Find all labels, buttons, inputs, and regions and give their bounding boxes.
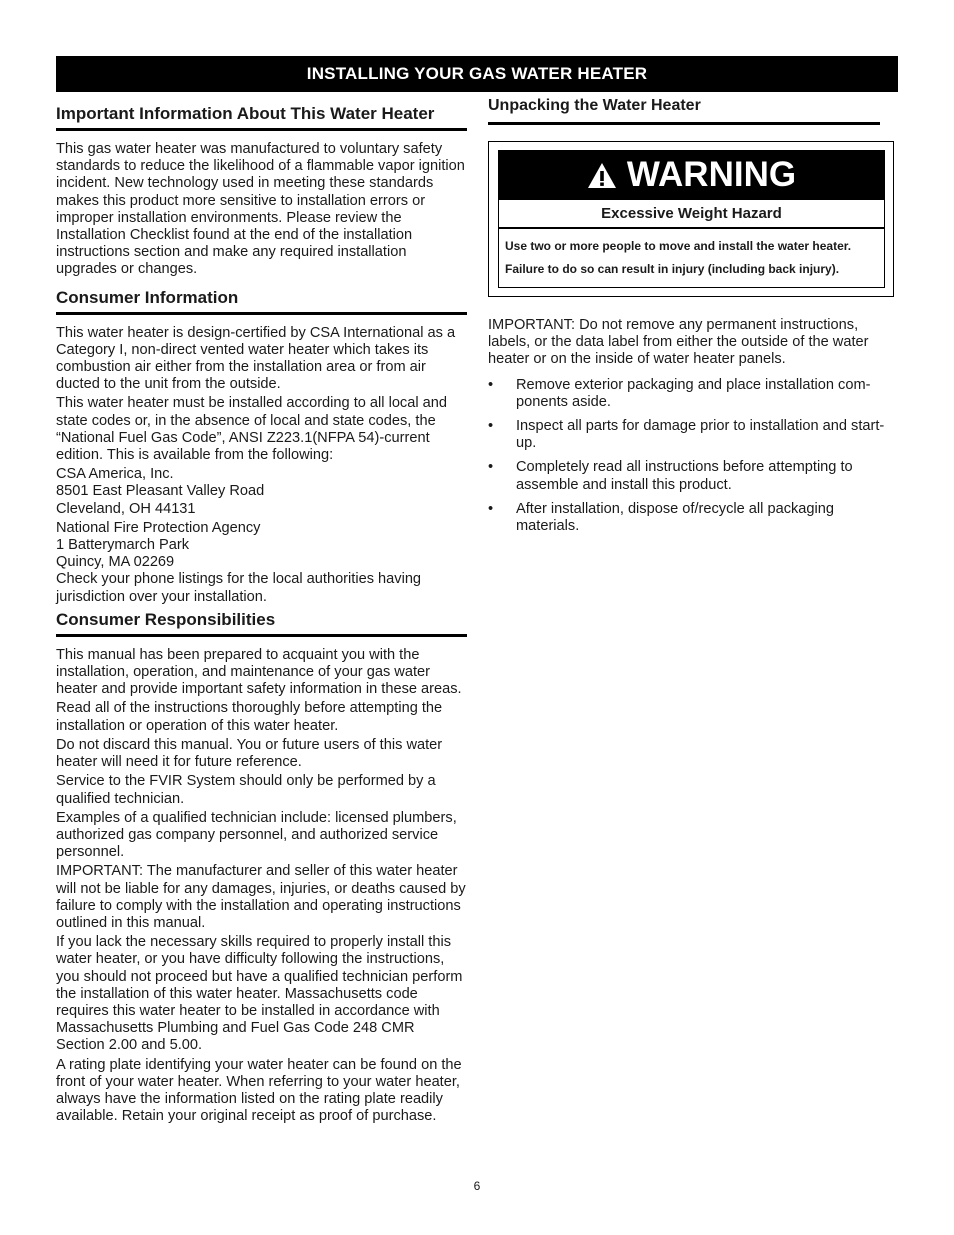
warning-body: [498, 228, 885, 288]
address-line: Quincy, MA 02269: [56, 554, 175, 571]
responsibilities-paragraph-3: Do not discard this manual. You or future users of this water heater will need it for future reference.: [56, 736, 443, 771]
responsibilities-paragraph-5: Examples of a qualified technician include: licensed plumbers, authorized gas company personnel, and authorized service personnel.: [56, 809, 457, 861]
consumer-info-paragraph-2: This water heater must be installed according to all local and state codes or, in the absence of local and state codes, the “National Fuel Gas Code”, ANSI Z223.1(NFPA 54)-current edition. This is available from the following:: [56, 395, 447, 464]
unpacking-list: [488, 377, 900, 536]
bullet: •: [488, 418, 494, 435]
responsibilities-paragraph-7: If you lack the necessary skills required to properly install this water heater, or you have difficulty following the instructions, you should not proceed but have a qualified technician perform the installation of this water heater. Massachusetts code requires this water heater to be installed in accordance with Massachusetts Plumbing and Fuel Gas Code 248 CMR Section 2.00 and 5.00.: [56, 934, 463, 1054]
address-nfpa: [56, 520, 467, 572]
heading-consumer-information: Consumer Information: [56, 288, 467, 315]
bullet: •: [488, 376, 494, 393]
section-banner: INSTALLING YOUR GAS WATER HEATER: [56, 56, 898, 92]
address-line: CSA America, Inc.: [56, 466, 174, 483]
warning-line-2: Failure to do so can result in injury (including back injury).: [505, 262, 840, 276]
page-number: 6: [473, 1179, 481, 1193]
address-line: 1 Batterymarch Park: [56, 537, 190, 554]
responsibilities-paragraph-2: Read all of the instructions thoroughly before attempting the installation or operation of this water heater.: [56, 700, 443, 734]
important-notice: IMPORTANT: Do not remove any permanent instructions, labels, or the data label from either the outside of the water heater or on the inside of water heater panels.: [488, 317, 869, 368]
list-item: • Remove exterior packaging and place installation com-ponents aside.: [488, 376, 871, 410]
heading-unpacking: Unpacking the Water Heater: [488, 96, 880, 125]
consumer-info-paragraph-3: Check your phone listings for the local authorities having jurisdiction over your installation.: [56, 571, 422, 605]
responsibilities-paragraph-1: This manual has been prepared to acquaint you with the installation, operation, and maintenance of your gas water heater and provide important safety information in these areas.: [56, 646, 462, 698]
list-item: • After installation, dispose of/recycle all packaging materials.: [488, 500, 834, 535]
warning-subtitle: Excessive Weight Hazard: [498, 200, 885, 228]
bullet: •: [488, 500, 494, 517]
warning-header: [498, 150, 885, 200]
heading-important-information: Important Information About This Water Heater: [56, 104, 467, 131]
address-csa: [56, 466, 467, 518]
address-line: Cleveland, OH 44131: [56, 500, 196, 517]
address-line: 8501 East Pleasant Valley Road: [56, 483, 265, 500]
warning-title: WARNING: [626, 155, 797, 194]
responsibilities-paragraph-6: IMPORTANT: The manufacturer and seller of this water heater will not be liable for any damages, injuries, or deaths caused by failure to comply with the installation and operating instructions outlined in this manual.: [56, 863, 466, 931]
warning-triangle-icon: [587, 162, 617, 189]
responsibilities-paragraph-8: A rating plate identifying your water heater can be found on the front of your water heater. When referring to your water heater, always have the information listed on the rating plate readily available. Retain your original receipt as proof of purchase.: [56, 1056, 462, 1125]
bullet: •: [488, 459, 494, 476]
list-item: • Completely read all instructions before attempting to assemble and install this product.: [488, 459, 853, 493]
address-line: National Fire Protection Agency: [56, 519, 261, 536]
important-information-text: This gas water heater was manufactured to voluntary safety standards to reduce the likelihood of a flammable vapor ignition incident. New technology used in meeting these standards makes this product more sensitive to installation errors or improper installation environments. Please review the Installation Checklist found at the end of the installation instructions section and make any required installation upgrades or changes.: [56, 141, 465, 278]
responsibilities-paragraph-4: Service to the FVIR System should only be performed by a qualified technician.: [56, 773, 436, 807]
warning-box: [488, 141, 894, 297]
left-column: [56, 96, 467, 1125]
warning-line-1: Use two or more people to move and install the water heater.: [505, 239, 852, 253]
right-column: [488, 96, 900, 542]
heading-consumer-responsibilities: Consumer Responsibilities: [56, 610, 467, 637]
consumer-info-paragraph-1: This water heater is design-certified by CSA International as a Category I, non-direct vented water heater which takes its combustion air either from the installation area or from air ducted to the unit from the outside.: [56, 324, 456, 393]
list-item: • Inspect all parts for damage prior to installation and start-up.: [488, 418, 885, 452]
